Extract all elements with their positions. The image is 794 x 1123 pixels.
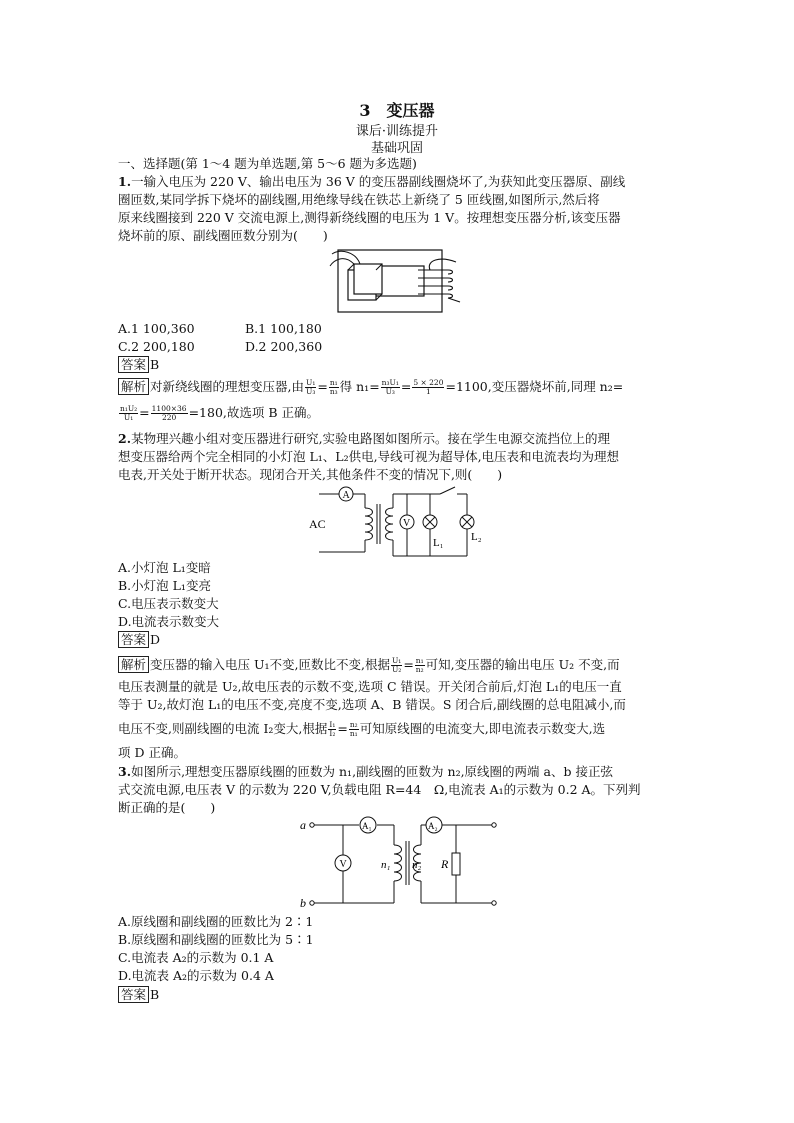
answer-label: 答案 — [118, 356, 149, 373]
q3-line-3: 断正确的是( ) — [118, 800, 216, 815]
q1-analysis-line-2: $\frac{\text{n₁U₂}}{\text{U₁}}$ = $\frac{1100\times 36}{220}$ =180,故选项 B 正确。 — [120, 404, 320, 422]
terminal-a-label: a — [300, 818, 306, 832]
q3-number: 3. — [118, 764, 132, 779]
q3-option-b: B.原线圈和副线圈的匝数比为 5∶1 — [118, 932, 314, 947]
q1-line-3: 原来线圈接到 220 V 交流电源上,测得新绕线圈的电压为 1 V。按理想变压器分析,该变压器 — [118, 210, 621, 225]
ammeter-a2-label: A₂ — [428, 821, 438, 831]
q1-option-c: C.2 200,180 — [118, 339, 195, 354]
terminal-b-label: b — [300, 896, 306, 910]
ammeter-a1-label: A₁ — [362, 821, 372, 831]
q2-answer: 答案 D — [118, 631, 160, 649]
ac-label: AC — [309, 517, 326, 531]
q3-line-1: 3.如图所示,理想变压器原线圈的匝数为 n₁,副线圈的匝数为 n₂,原线圈的两端 a、b 接正弦 — [118, 764, 613, 779]
n1-label: n₁ — [381, 859, 391, 871]
answer-label: 答案 — [118, 986, 149, 1003]
q2-analysis-line-4: 电压不变,则副线圈的电流 I₂变大,根据 $\frac{\text{I₁}}{\text{I₂}}$ = $\frac{\text{n₂}}{\text{n₁}}$ 可知原线圈的电流变大,即电流表示数变大,选 — [118, 720, 606, 738]
analysis-label: 解析 — [118, 378, 149, 395]
q1-line-2: 圈匝数,某同学拆下烧坏的副线圈,用绝缘导线在铁芯上新绕了 5 匝线圈,如图所示,然后将 — [118, 192, 600, 207]
q2-analysis-line-3: 等于 U₂,故灯泡 L₁的电压不变,亮度不变,选项 A、B 错误。S 闭合后,副线圈的总电阻减小,而 — [118, 697, 626, 712]
voltmeter-label: V — [339, 859, 347, 870]
q1-transformer-figure — [330, 246, 470, 318]
q2-line-1: 2.某物理兴趣小组对变压器进行研究,实验电路图如图所示。接在学生电源交流挡位上的理 — [118, 431, 611, 446]
q1-analysis-line-1: 解析 对新绕线圈的理想变压器,由 $\frac{\text{U₁}}{\text{U₃}}$ = $\frac{\text{n₁}}{\text{n₃}}$ 得 n₁= $\frac{\text{n₃U₁}}{\text{U₃}}$ = $\frac{5 \times 220}{1}$ =1100,变压器烧坏前,同理 n₂= — [118, 378, 623, 396]
q2-line-2: 想变压器给两个完全相同的小灯泡 L₁、L₂供电,导线可视为超导体,电压表和电流表均为理想 — [118, 449, 620, 464]
q2-option-d: D.电流表示数变大 — [118, 614, 220, 629]
q2-analysis-line-2: 电压表测量的就是 U₂,故电压表的示数不变,选项 C 错误。开关闭合前后,灯泡 L₁的电压一直 — [118, 679, 622, 694]
page-title: 3 变压器 — [359, 101, 435, 120]
q1-line-4: 烧坏前的原、副线圈匝数分别为( ) — [118, 228, 328, 243]
part-heading: 一、选择题(第 1～4 题为单选题,第 5～6 题为多选题) — [118, 156, 417, 171]
q1-answer: 答案 B — [118, 356, 159, 374]
page-subtitle: 课后·训练提升 — [355, 124, 439, 139]
analysis-label: 解析 — [118, 656, 149, 673]
q3-option-d: D.电流表 A₂的示数为 0.4 A — [118, 968, 274, 983]
q2-option-c: C.电压表示数变大 — [118, 596, 219, 611]
q2-option-a: A.小灯泡 L₁变暗 — [118, 560, 211, 575]
q3-line-2: 式交流电源,电压表 V 的示数为 220 V,负载电阻 R=44 Ω,电流表 A₁的示数为 0.2 A。下列判 — [118, 782, 641, 797]
q1-option-d: D.2 200,360 — [245, 339, 323, 354]
q3-option-c: C.电流表 A₂的示数为 0.1 A — [118, 950, 274, 965]
q3-circuit-figure — [296, 815, 502, 911]
ammeter-label: A — [342, 490, 350, 501]
section-heading: 基础巩固 — [370, 141, 423, 156]
lamp2-label: L₂ — [471, 531, 482, 543]
q2-analysis-line-1: 解析 变压器的输入电压 U₁不变,匝数比不变,根据 $\frac{\text{U₁}}{\text{U₂}}$ = $\frac{\text{n₁}}{\text{n₂}}$ 可知,变压器的输出电压 U₂ 不变,而 — [118, 656, 620, 674]
q1-option-b: B.1 100,180 — [245, 321, 322, 336]
q2-option-b: B.小灯泡 L₁变亮 — [118, 578, 211, 593]
lamp1-label: L₁ — [433, 537, 444, 549]
q2-number: 2. — [118, 431, 132, 446]
q1-option-a: A.1 100,360 — [118, 321, 195, 336]
q2-line-3: 电表,开关处于断开状态。现闭合开关,其他条件不变的情况下,则( ) — [118, 467, 503, 482]
q1-line-1: 1.一输入电压为 220 V、输出电压为 36 V 的变压器副线圈烧坏了,为获知此变压器原、副线 — [118, 174, 626, 189]
q2-analysis-line-5: 项 D 正确。 — [118, 745, 186, 760]
q1-number: 1. — [118, 174, 132, 189]
voltmeter-label: V — [403, 518, 411, 529]
q3-answer: 答案 B — [118, 986, 159, 1004]
resistor-label: R — [441, 857, 449, 871]
q2-circuit-figure — [305, 484, 495, 556]
q3-option-a: A.原线圈和副线圈的匝数比为 2∶1 — [118, 914, 314, 929]
n2-label: n₂ — [412, 859, 422, 871]
answer-label: 答案 — [118, 631, 149, 648]
